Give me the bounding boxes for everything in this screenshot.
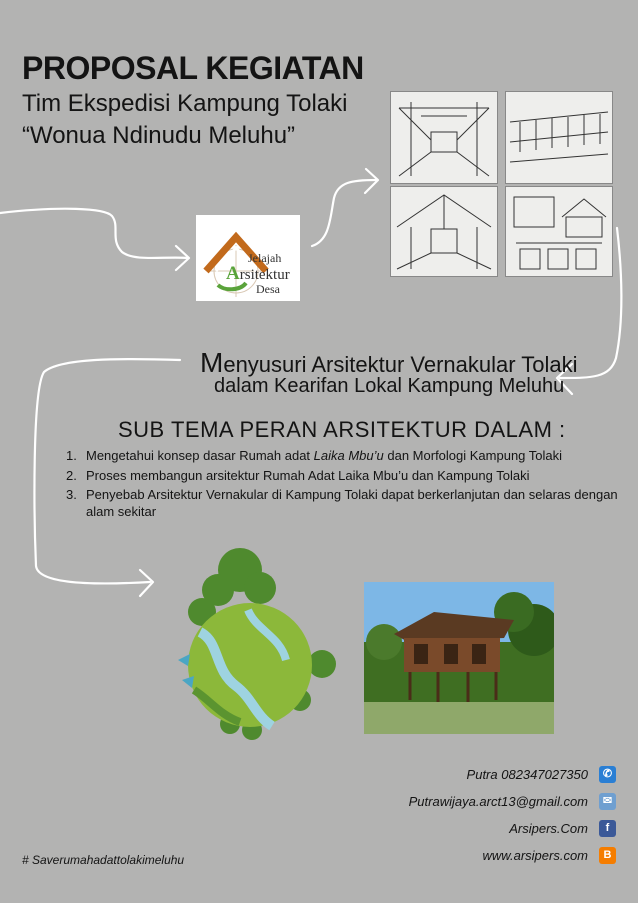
- list-item-text: Proses membangun arsitektur Rumah Adat Laika Mbu’u dan Kampung Tolaki: [86, 467, 530, 483]
- contact-phone: [467, 767, 588, 782]
- traditional-house-drawing: [364, 582, 554, 734]
- sketch-interior-2-drawing: [506, 92, 612, 183]
- sketch-interior-2: [505, 91, 613, 184]
- heading-line-1-text: enyusuri Arsitektur Vernakular Tolaki: [223, 352, 578, 377]
- list-item-text: Mengetahui konsep dasar Rumah adat: [86, 448, 314, 463]
- contact-facebook: [509, 821, 588, 836]
- sketch-structure-details-drawing: [506, 187, 612, 276]
- contact-facebook-text[interactable]: Arsipers.Com: [509, 821, 588, 836]
- list-item: [66, 448, 628, 465]
- facebook-icon: f: [599, 820, 616, 837]
- sketch-structure-details: [505, 186, 613, 277]
- contact-website: [483, 848, 588, 863]
- sub-theme-title: SUB TEMA PERAN ARSITEKTUR DALAM :: [118, 417, 566, 442]
- green-globe-illustration: [160, 540, 340, 740]
- logo-line-1: Jelajah: [248, 251, 282, 265]
- contact-email: [409, 794, 588, 809]
- main-heading-line-2: dalam Kearifan Lokal Kampung Meluhu: [214, 375, 565, 397]
- sketch-interior-1-drawing: [391, 92, 497, 183]
- contact-email-text[interactable]: Putrawijaya.arct13@gmail.com: [408, 794, 588, 809]
- contact-website-text[interactable]: www.arsipers.com: [482, 848, 588, 863]
- list-item-number: 1.: [66, 448, 77, 463]
- list-item-text-end: dan Morfologi Kampung Tolaki: [383, 448, 563, 463]
- sub-theme-list: [66, 448, 628, 520]
- sketch-interior-1: [390, 91, 498, 184]
- sketch-interior-3: [390, 186, 498, 277]
- list-item-text: Penyebab Arsitektur Vernakular di Kampung Tolaki dapat berkerlanjutan dan selaras dengan alam sekitar: [86, 487, 618, 519]
- contact-phone-text: Putra 082347027350: [466, 767, 588, 782]
- list-item-number: 2.: [66, 467, 77, 483]
- logo-letter-a: A: [226, 263, 240, 284]
- phone-icon: ✆: [599, 766, 616, 783]
- list-item-number: 3.: [66, 487, 77, 502]
- list-item-italic: Laika Mbu’u: [313, 448, 384, 463]
- team-name: Tim Ekspedisi Kampung Tolaki: [22, 90, 348, 117]
- expedition-name: “Wonua Ndinudu Meluhu”: [22, 122, 296, 149]
- arrow-to-sketches: [312, 180, 376, 246]
- hashtag: # Saverumahadattolakimeluhu: [22, 853, 185, 867]
- sketch-interior-3-drawing: [391, 187, 497, 276]
- blogger-icon: B: [599, 847, 616, 864]
- proposal-title: PROPOSAL KEGIATAN: [22, 50, 364, 86]
- mail-icon: ✉: [599, 793, 616, 810]
- list-item: [66, 468, 628, 485]
- list-item: [66, 487, 628, 520]
- heading-drop-letter: M: [200, 347, 224, 378]
- arrow-to-logo: [0, 209, 188, 258]
- logo-line-2: rsitektur: [239, 267, 290, 283]
- jelajah-arsitektur-logo: [196, 215, 300, 301]
- logo-line-3: Desa: [256, 282, 280, 296]
- traditional-house-photo: [364, 582, 554, 734]
